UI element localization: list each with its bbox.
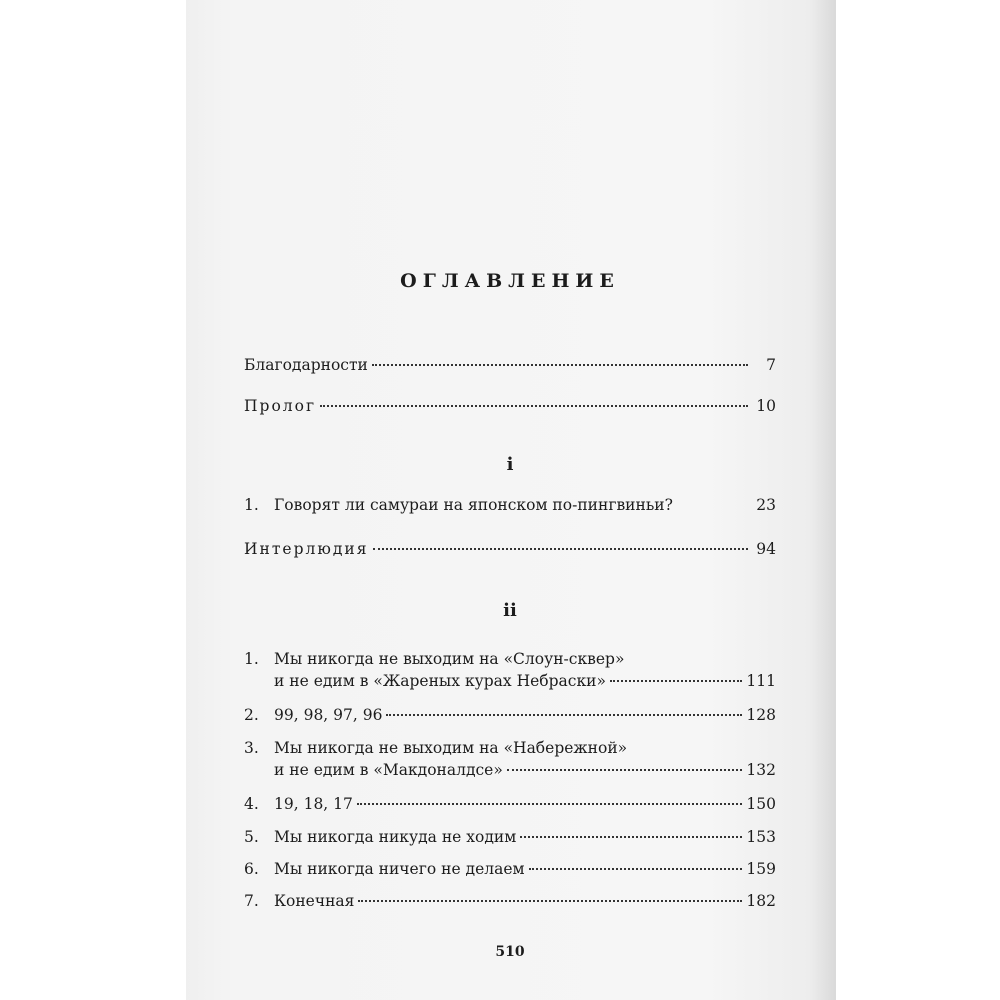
leader-dots [520,836,742,838]
toc-entry-label-continued: и не едим в «Макдоналдсе» [274,761,503,779]
toc-entry-label: Мы никогда ничего не делаем [274,860,525,878]
toc-entry-page: 128 [746,706,776,724]
part-heading-ii: ii [503,600,517,621]
toc-entry-prologue [244,395,776,417]
leader-dots [507,769,743,771]
toc-entry-number: 1. [244,496,259,514]
toc-entry-part2-6 [244,858,776,880]
toc-entry-label: Пролог [244,397,317,415]
leader-dots [372,364,748,366]
toc-entry-label: Интерлюдия [244,540,369,558]
leader-dots [358,900,742,902]
toc-entry-part2-3 [244,737,776,781]
toc-entry-page: 150 [746,795,776,813]
leader-dots [386,714,742,716]
toc-entry-label: Мы никогда не выходим на «Слоун-сквер» [274,650,625,668]
toc-entry-part2-1 [244,648,776,692]
leader-dots [357,803,743,805]
page-number: 510 [495,944,525,960]
leader-dots [373,548,748,550]
toc-entry-label: 99, 98, 97, 96 [274,706,383,724]
toc-entry-number: 3. [244,739,259,757]
toc-entry-page: 23 [756,496,776,514]
toc-entry-label: 19, 18, 17 [274,795,353,813]
toc-entry-page: 7 [766,356,776,374]
toc-entry-page: 111 [746,672,776,690]
toc-entry-number: 5. [244,828,259,846]
toc-entry-page: 153 [746,828,776,846]
toc-entry-label: Говорят ли самураи на японском по-пингвиньи? [274,496,673,514]
toc-entry-number: 7. [244,892,259,910]
toc-entry-page: 94 [756,540,776,558]
toc-entry-number: 1. [244,650,259,668]
toc-entry-number: 6. [244,860,259,878]
toc-entry-page: 10 [756,397,776,415]
toc-entry-label-continued: и не едим в «Жареных курах Небраски» [274,672,606,690]
leader-dots [529,868,743,870]
leader-dots [677,504,748,506]
toc-entry-page: 159 [746,860,776,878]
toc-entry-part2-2 [244,704,776,726]
toc-entry-label: Конечная [274,892,355,910]
toc-entry-number: 4. [244,795,259,813]
toc-entry-part2-4 [244,793,776,815]
toc-entry-page: 132 [746,761,776,779]
toc-entry-interlude [244,538,776,560]
leader-dots [610,680,742,682]
toc-entry-part2-7 [244,890,776,912]
toc-entry-page: 182 [746,892,776,910]
toc-entry-part1-1 [244,494,776,516]
toc-entry-label: Мы никогда никуда не ходим [274,828,517,846]
toc-entry-label: Мы никогда не выходим на «Набережной» [274,739,628,757]
toc-entry-part2-5 [244,826,776,848]
page-margin [836,0,1000,1000]
toc-entry-number: 2. [244,706,259,724]
leader-dots [320,405,748,407]
toc-entry-label: Благодарности [244,356,368,374]
part-heading-i: i [506,454,514,475]
toc-title: ОГЛАВЛЕНИЕ [400,270,620,292]
toc-entry-acknowledgements [244,354,776,376]
